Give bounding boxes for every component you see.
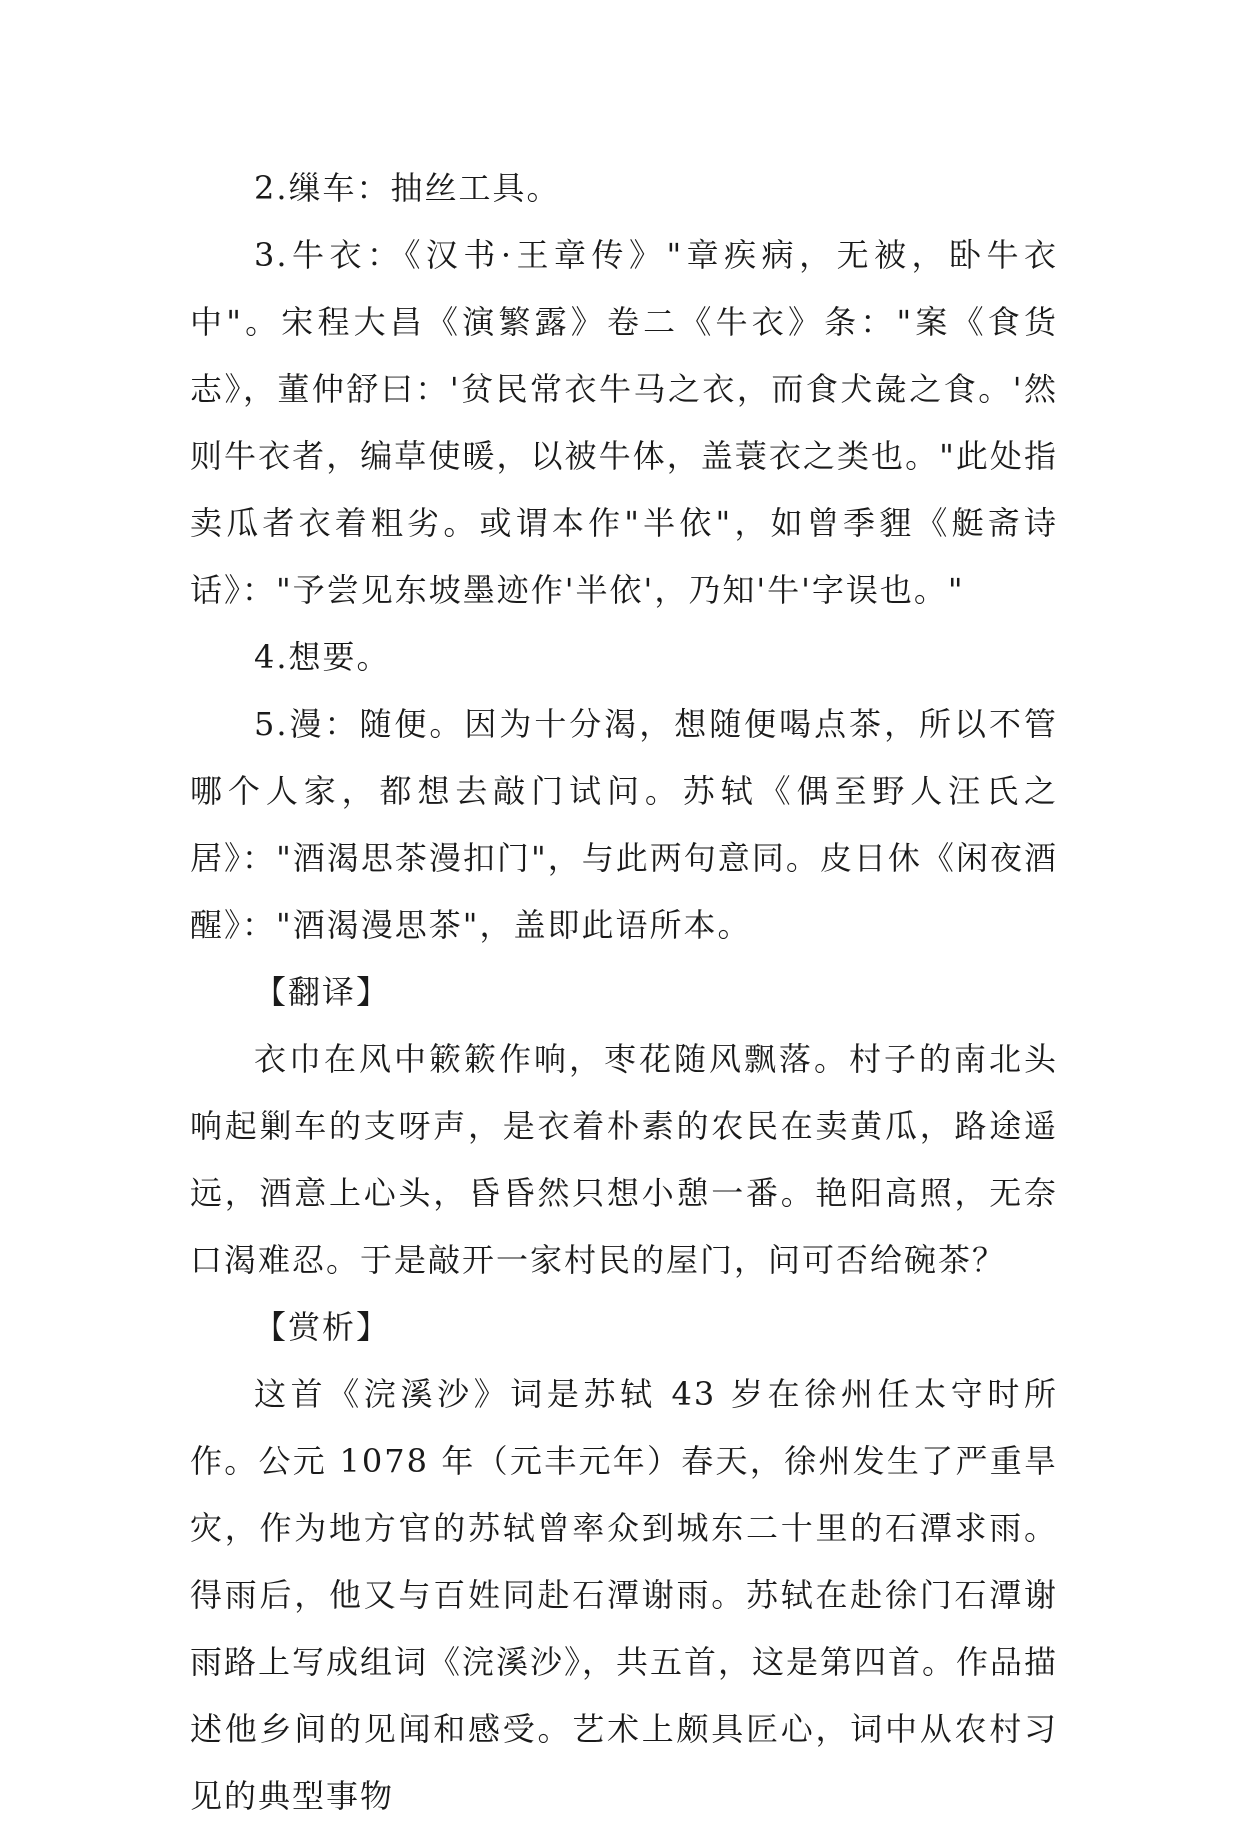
translation-paragraph: 衣巾在风中簌簌作响，枣花随风飘落。村子的南北头响起剿车的支呀声，是衣着朴素的农民在卖黄瓜，路途遥远，酒意上心头，昏昏然只想小憩一番。艳阳高照，无奈口渴难忍。于是敲开一家村民的屋门，问可否给碗茶？	[190, 1040, 1058, 1279]
document-body	[190, 155, 1058, 1830]
appreciation-paragraph: 这首《浣溪沙》词是苏轼 43 岁在徐州任太守时所作。公元 1078 年（元丰元年）春天，徐州发生了严重旱灾，作为地方官的苏轼曾率众到城东二十里的石潭求雨。得雨后，他又与百姓同赴石潭谢雨。苏轼在赴徐门石潭谢雨路上写成组词《浣溪沙》，共五首，这是第四首。作品描述他乡间的见闻和感受。艺术上颇具匠心，词中从农村习见的典型事物	[190, 1375, 1059, 1815]
note-3: 3.牛衣：《汉书·王章传》"章疾病，无被，卧牛衣中"。宋程大昌《演繁露》卷二《牛衣》条："案《食货志》，董仲舒曰：'贫民常衣牛马之衣，而食犬彘之食。'然则牛衣者，编草使暖，以被牛体，盖蓑衣之类也。"此处指卖瓜者衣着粗劣。或谓本作"半依"，如曾季貍《艇斋诗话》："予尝见东坡墨迹作'半依'，乃知'牛'字误也。"	[190, 236, 1058, 609]
appreciation-heading: 【赏析】	[254, 1308, 391, 1346]
note-4: 4.想要。	[254, 638, 391, 676]
translation-heading: 【翻译】	[254, 973, 391, 1011]
note-2: 2.缫车：抽丝工具。	[254, 169, 561, 207]
note-5: 5.漫：随便。因为十分渴，想随便喝点茶，所以不管哪个人家，都想去敲门试问。苏轼《偶至野人汪氏之居》："酒渴思茶漫扣门"，与此两句意同。皮日休《闲夜酒醒》："酒渴漫思茶"，盖即此语所本。	[190, 705, 1058, 944]
